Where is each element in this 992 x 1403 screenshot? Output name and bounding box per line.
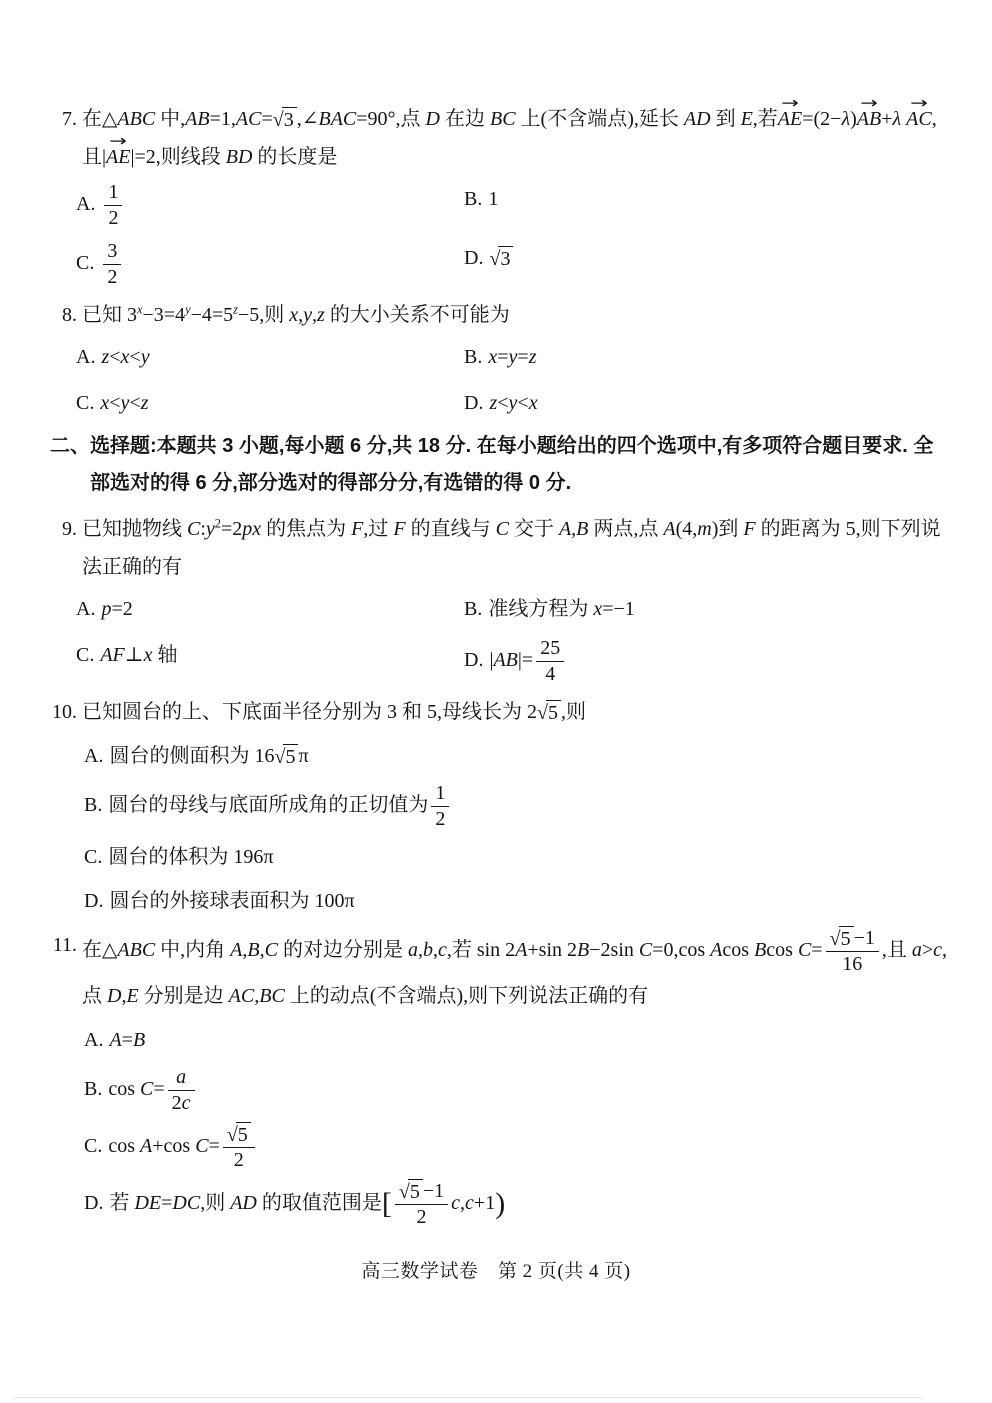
question-number: 7. bbox=[62, 108, 77, 130]
option-d bbox=[84, 882, 947, 920]
option-label: D. bbox=[464, 392, 484, 414]
question-number: 11. bbox=[52, 934, 77, 956]
option-a bbox=[84, 737, 947, 775]
option-text: $\frac{3}{2}$ bbox=[100, 252, 124, 274]
question-7-stem bbox=[50, 100, 947, 176]
question-10-stem bbox=[50, 693, 947, 731]
option-text: √3 bbox=[489, 247, 513, 269]
option-text: p=2 bbox=[101, 598, 133, 620]
option-c bbox=[84, 838, 947, 876]
option-a bbox=[76, 590, 464, 628]
option-text: 圆台的外接球表面积为 100π bbox=[109, 890, 355, 912]
option-label: A. bbox=[76, 346, 96, 368]
option-label: D. bbox=[464, 247, 484, 269]
option-text: |AB|= $\frac{25}{4}$ bbox=[489, 649, 567, 671]
question-number: 9. bbox=[62, 518, 77, 540]
option-text: cos A+cos C= $\frac{√5}{2}$ bbox=[108, 1135, 257, 1157]
option-text: x=y=z bbox=[488, 346, 537, 368]
question-9-options bbox=[50, 590, 947, 687]
option-label: C. bbox=[76, 252, 95, 275]
question-stem-text: 已知抛物线 $C:y^2=2px$ 的焦点为 F,过 F 的直线与 C 交于 A,B 两点,点 A(4,m)到 F 的距离为 5,则下列说法正确的有 bbox=[82, 516, 941, 578]
option-d bbox=[464, 636, 947, 687]
option-label: A. bbox=[84, 1029, 104, 1051]
question-number: 10. bbox=[52, 701, 77, 723]
option-label: A. bbox=[84, 745, 104, 767]
option-label: D. bbox=[464, 649, 484, 672]
option-c bbox=[76, 239, 464, 290]
option-d bbox=[464, 384, 947, 422]
option-text: 圆台的体积为 196π bbox=[108, 846, 274, 868]
question-11 bbox=[50, 926, 947, 1230]
option-text: 圆台的侧面积为 16√5 π bbox=[109, 745, 309, 768]
option-label: A. bbox=[76, 598, 96, 620]
question-11-options bbox=[50, 1021, 947, 1230]
page-footer: 高三数学试卷 第 2 页(共 4 页) bbox=[361, 1261, 631, 1282]
option-label: B. bbox=[84, 794, 103, 817]
question-stem-text: 在△ABC 中,内角 A,B,C 的对边分别是 a,b,c,若 sin 2A+sin 2B−2sin C=0,cos Acos Bcos C= $\frac{√5 -1}{16}$ ,且 a>c,点 D,E 分别是边 AC,BC 上的动点(不含端点),则下列说法正确的有 bbox=[82, 927, 948, 1007]
option-a bbox=[76, 180, 464, 231]
question-7 bbox=[50, 100, 947, 290]
question-stem-text: 在△ABC 中,AB=1,AC=√3 ,∠BAC=90°,点 D 在边 BC 上(不含端点),延长 AD 到 E,若AE →=(2−λ)AB →+λ AC →,且|AE →|=2,则线段 BD 的长度是 bbox=[82, 100, 947, 176]
option-text: 若 DE=DC,则 AD 的取值范围是[ $\frac{√5 -1}{2}$ c,c+1) bbox=[109, 1180, 506, 1228]
option-label: B. bbox=[464, 188, 483, 210]
question-8-options bbox=[50, 338, 947, 422]
question-9-stem bbox=[50, 510, 947, 586]
option-c bbox=[84, 1122, 947, 1173]
option-text: z<y<x bbox=[489, 392, 538, 414]
option-label: C. bbox=[84, 846, 103, 868]
question-stem-text: 已知圆台的上、下底面半径分别为 3 和 5,母线长为 2√5 ,则 bbox=[82, 701, 586, 724]
option-text: $\frac{1}{2}$ bbox=[101, 193, 125, 215]
option-b bbox=[84, 1065, 947, 1116]
option-label: D. bbox=[84, 890, 104, 912]
option-c bbox=[76, 384, 464, 422]
option-label: B. bbox=[464, 598, 483, 620]
option-label: D. bbox=[84, 1192, 104, 1215]
option-label: C. bbox=[76, 644, 95, 666]
question-stem-text: 已知 $3^x-3=4^y-4=5^z-5$,则 x,y,z 的大小关系不可能为 bbox=[82, 302, 510, 326]
option-label: A. bbox=[76, 193, 96, 216]
option-text: z<x<y bbox=[101, 346, 150, 368]
section-2-header: 二、选择题:本题共 3 小题,每小题 6 分,共 18 分. 在每小题给出的四个选项中,有多项符合题目要求. 全部选对的得 6 分,部分选对的得部分分,有选错的得 0 分. bbox=[50, 435, 934, 494]
question-11-stem bbox=[50, 926, 947, 1015]
option-text: x<y<z bbox=[100, 392, 149, 414]
option-b bbox=[464, 590, 947, 628]
scan-edge-line bbox=[14, 1397, 922, 1398]
question-number: 8. bbox=[62, 304, 77, 326]
option-text: A=B bbox=[109, 1029, 146, 1051]
question-8-stem bbox=[50, 296, 947, 334]
option-text: 圆台的母线与底面所成角的正切值为 $\frac{1}{2}$ bbox=[108, 794, 452, 816]
option-text: 准线方程为 x=−1 bbox=[488, 598, 635, 620]
option-b bbox=[84, 781, 947, 832]
option-b bbox=[464, 338, 947, 376]
option-c bbox=[76, 636, 464, 687]
question-8 bbox=[50, 296, 947, 422]
option-a bbox=[76, 338, 464, 376]
option-text: 1 bbox=[488, 188, 499, 210]
option-b bbox=[464, 180, 947, 231]
question-10-options bbox=[50, 737, 947, 920]
option-label: C. bbox=[76, 392, 95, 414]
option-label: B. bbox=[84, 1078, 103, 1101]
question-10 bbox=[50, 693, 947, 920]
option-d bbox=[464, 239, 947, 290]
option-text: cos C= $\frac{a}{2c}$ bbox=[108, 1078, 197, 1100]
option-label: C. bbox=[84, 1135, 103, 1158]
option-a bbox=[84, 1021, 947, 1059]
option-label: B. bbox=[464, 346, 483, 368]
question-9 bbox=[50, 510, 947, 687]
option-d bbox=[84, 1179, 947, 1230]
question-7-options bbox=[50, 180, 947, 290]
option-text: AF⊥x 轴 bbox=[100, 644, 178, 666]
